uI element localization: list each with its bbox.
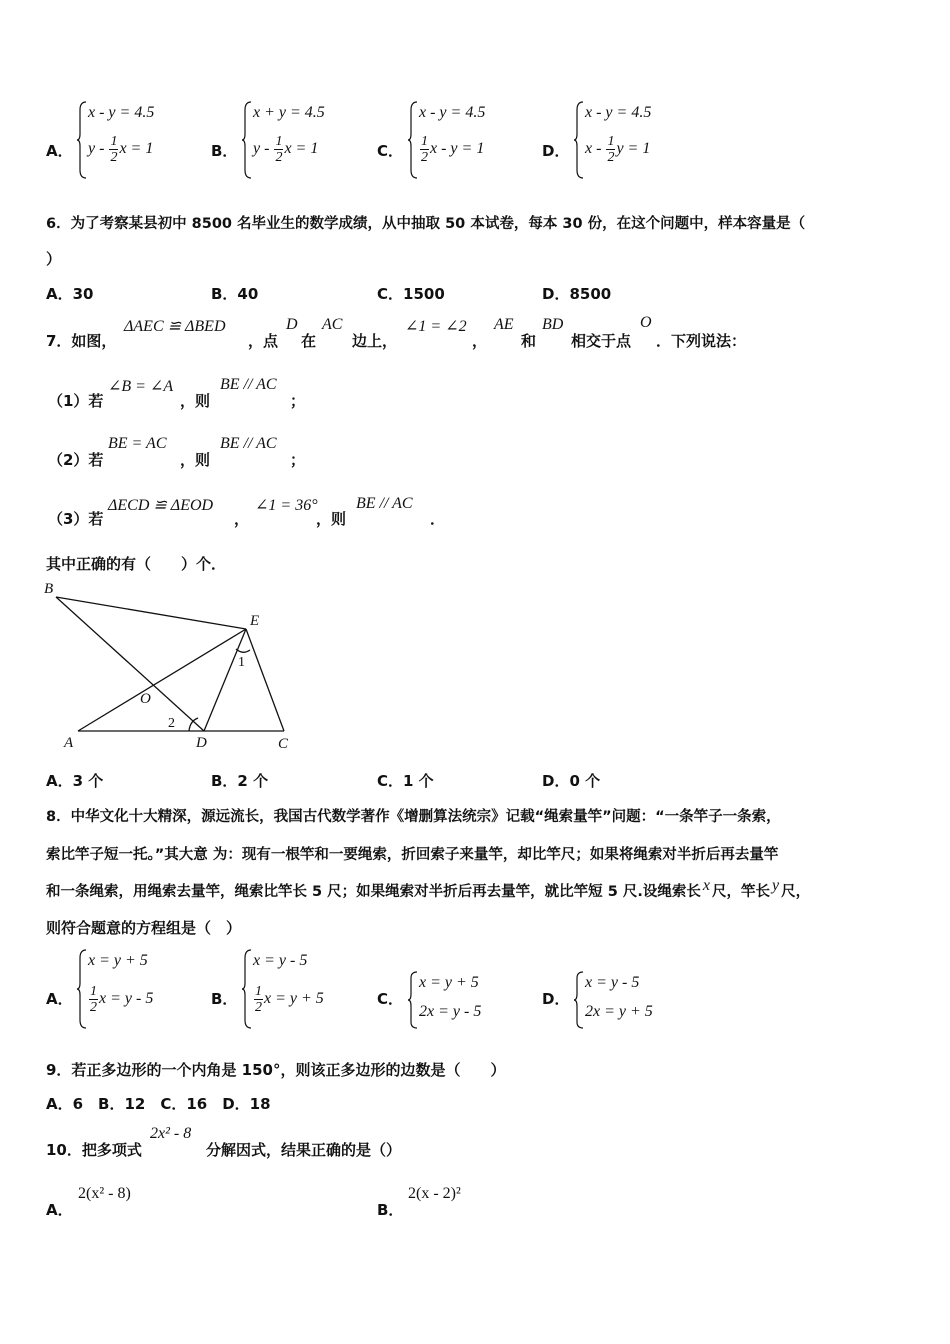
- segment-ec: [246, 629, 284, 731]
- q7-stem-prefix: 7．如图，: [46, 332, 117, 350]
- segment-bd: [56, 597, 204, 731]
- q7-statement2-condition: BE = AC: [108, 435, 167, 452]
- q7-statement1-prefix: （1）若: [48, 392, 104, 410]
- label-angle-1: 1: [238, 655, 245, 670]
- q5-a-eq2: y - $\frac{1}{2}$ x = 1: [88, 134, 154, 165]
- q8-c-eq1: x = y + 5: [419, 974, 479, 991]
- q8-option-c-label: C．: [377, 990, 404, 1008]
- q7-statement1-condition: ∠B = ∠A: [108, 378, 174, 395]
- q6-option-b: B．40: [211, 285, 259, 303]
- q5-b-eq2: y - $\frac{1}{2}$ x = 1: [253, 134, 319, 165]
- q8-var-x: x: [702, 877, 710, 894]
- q7-math-d: D: [286, 316, 298, 333]
- q8-line3-text-c: 尺，: [781, 884, 811, 900]
- q7-math-o: O: [640, 314, 652, 331]
- brace-icon: [407, 100, 419, 180]
- q8-option-d-system: [573, 970, 693, 1030]
- q7-math-angles: ∠1 = ∠2: [405, 318, 467, 335]
- q7-statement2-conclusion: BE // AC: [220, 435, 277, 452]
- q7-option-a: A．3 个: [46, 772, 104, 790]
- q8-a-eq1: x = y + 5: [88, 952, 148, 969]
- q7-statement3-angle: ∠1 = 36°: [255, 497, 318, 514]
- q5-option-d-label: D．: [542, 142, 570, 160]
- label-a: A: [64, 735, 74, 751]
- brace-icon: [241, 948, 253, 1030]
- q8-line3-text-a: 和一条绳索，用绳索去量竿，绳索比竿长 5 尺；如果绳索对半折后再去量竿，就比竿短 5 尺.设绳索长: [46, 884, 701, 900]
- segment-be: [56, 597, 246, 629]
- q8-option-d-label: D．: [542, 990, 570, 1008]
- q8-stem-line1: 8．中华文化十大精深，源远流长，我国古代数学著作《增删算法统宗》记载“绳索量竿”问题：“一条竿子一条索，: [46, 809, 781, 825]
- q5-c-eq2: $\frac{1}{2}$ x - y = 1: [421, 134, 485, 165]
- q7-geometry-figure: [40, 575, 310, 755]
- q6-option-a: A．30: [46, 285, 94, 303]
- q5-option-c-system: [407, 100, 527, 180]
- segment-ae: [78, 629, 246, 731]
- q8-option-a-system: [76, 948, 196, 1030]
- q10-stem-suffix: 分解因式，结果正确的是（）: [206, 1141, 402, 1159]
- q8-d-eq2: 2x = y + 5: [585, 1003, 653, 1020]
- label-angle-2: 2: [168, 716, 175, 731]
- label-d: D: [196, 735, 207, 751]
- q7-statement1-conclusion: BE // AC: [220, 376, 277, 393]
- brace-icon: [573, 970, 585, 1030]
- q5-option-a-label: A．: [46, 142, 73, 160]
- q7-math-ae: AE: [494, 316, 514, 333]
- q7-math-bd: BD: [542, 316, 564, 333]
- q7-statement3-end: ．: [430, 510, 446, 528]
- q7-statement3-then: ，则: [316, 510, 347, 528]
- q7-statement1-then: ，则: [180, 392, 211, 410]
- q8-var-y: y: [771, 877, 780, 894]
- q5-b-eq1: x + y = 4.5: [253, 104, 325, 121]
- q7-option-d: D．0 个: [542, 772, 601, 790]
- q10-option-a: 2(x² - 8): [78, 1185, 131, 1202]
- q8-b-eq1: x = y - 5: [253, 952, 308, 969]
- brace-icon: [573, 100, 585, 180]
- label-b: B: [44, 581, 54, 597]
- q6-option-d: D．8500: [542, 285, 612, 303]
- brace-icon: [76, 100, 88, 180]
- q7-math-ac: AC: [322, 316, 343, 333]
- q7-stem-text-7: 相交于点: [571, 332, 632, 350]
- q7-stem-text-8: ．下列说法：: [656, 332, 747, 350]
- q10-stem-prefix: 10．把多项式: [46, 1141, 142, 1159]
- q8-option-c-system: [407, 970, 527, 1030]
- q5-option-b-label: B．: [211, 142, 238, 160]
- q7-stem-text-2: ，点: [248, 332, 279, 350]
- q7-option-b: B．2 个: [211, 772, 269, 790]
- q7-statement3-conclusion: BE // AC: [356, 495, 413, 512]
- label-o: O: [140, 691, 151, 707]
- q8-stem-line4: 则符合题意的方程组是（ ）: [46, 919, 242, 937]
- label-e: E: [250, 613, 260, 629]
- q9-options: A．6 B．12 C．16 D．18: [46, 1095, 271, 1113]
- q8-d-eq1: x = y - 5: [585, 974, 640, 991]
- q5-a-eq1: x - y = 4.5: [88, 104, 155, 121]
- q9-stem: 9．若正多边形的一个内角是 150°，则该正多边形的边数是（ ）: [46, 1061, 506, 1079]
- q7-statement3-prefix: （3）若: [48, 510, 104, 528]
- q6-stem-line2: ）: [46, 250, 62, 268]
- brace-icon: [76, 948, 88, 1030]
- q7-statement2-end: ；: [290, 451, 306, 469]
- q8-stem-line3: [46, 877, 811, 901]
- q8-a-eq2: $\frac{1}{2}$ x = y - 5: [90, 984, 154, 1015]
- q7-statement1-end: ；: [290, 392, 306, 410]
- q5-option-d-system: [573, 100, 693, 180]
- q10-polynomial: 2x² - 8: [150, 1125, 192, 1142]
- q8-b-eq2: $\frac{1}{2}$ x = y + 5: [255, 984, 324, 1015]
- q5-d-eq2: x - $\frac{1}{2}$ y = 1: [585, 134, 651, 165]
- brace-icon: [241, 100, 253, 180]
- q7-stem-text-4: 边上，: [352, 332, 398, 350]
- q7-stem-text-6: 和: [521, 332, 537, 350]
- brace-icon: [407, 970, 419, 1030]
- segment-de: [204, 629, 246, 731]
- q7-statement3-sep: ，: [234, 510, 250, 528]
- q5-d-eq1: x - y = 4.5: [585, 104, 652, 121]
- q10-option-b-label: B．: [377, 1201, 404, 1219]
- q7-stem-text-3: 在: [301, 332, 317, 350]
- q5-option-c-label: C．: [377, 142, 404, 160]
- q8-line3-text-b: 尺，竿长: [711, 884, 770, 900]
- q8-c-eq2: 2x = y - 5: [419, 1003, 482, 1020]
- q7-option-c: C．1 个: [377, 772, 434, 790]
- q6-stem-line1: 6．为了考察某县初中 8500 名毕业生的数学成绩，从中抽取 50 本试卷，每本 30 份，在这个问题中，样本容量是（: [46, 216, 806, 232]
- q6-option-c: C．1500: [377, 285, 445, 303]
- q7-statement2-then: ，则: [180, 451, 211, 469]
- q7-statement3-congruence: ΔECD ≌ ΔEOD: [108, 497, 214, 514]
- q7-stem-text-5: ，: [472, 332, 488, 350]
- q10-option-a-label: A．: [46, 1201, 73, 1219]
- q8-option-b-label: B．: [211, 990, 238, 1008]
- q5-c-eq1: x - y = 4.5: [419, 104, 486, 121]
- q8-option-b-system: [241, 948, 361, 1030]
- q5-option-a-system: [76, 100, 196, 180]
- q10-option-b: 2(x - 2)²: [408, 1185, 461, 1202]
- label-c: C: [278, 736, 289, 752]
- q8-stem-line2: 索比竿子短一托。”其大意 为：现有一根竿和一要绳索，折回索子来量竿，却比竿尺；如果将绳索对半折后再去量竿: [46, 847, 779, 863]
- q5-option-b-system: [241, 100, 361, 180]
- q7-statement2-prefix: （2）若: [48, 451, 104, 469]
- q8-option-a-label: A．: [46, 990, 73, 1008]
- q7-question: 其中正确的有（ ）个．: [46, 555, 227, 573]
- q7-math-congruence: ΔAEC ≌ ΔBED: [124, 318, 226, 335]
